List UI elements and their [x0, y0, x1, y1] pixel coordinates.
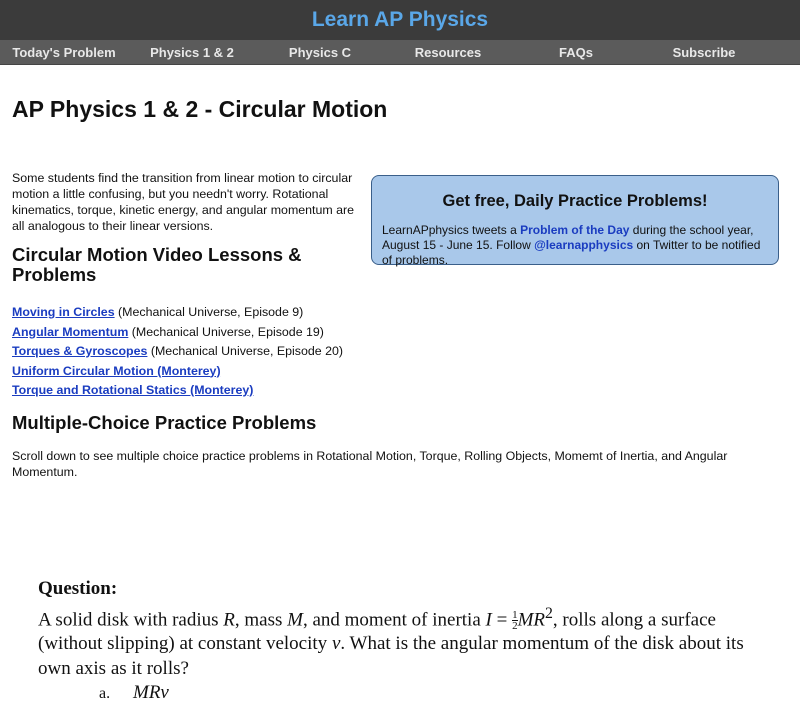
- video-link-uniform-circular-motion[interactable]: Uniform Circular Motion (Monterey): [12, 363, 221, 378]
- list-item: [12, 381, 343, 401]
- video-link-torque-rotational-statics[interactable]: Torque and Rotational Statics (Monterey): [12, 383, 254, 397]
- promo-box: [371, 175, 779, 265]
- problem-of-the-day-link[interactable]: Problem of the Day: [520, 223, 630, 237]
- list-item: [12, 303, 343, 323]
- answer-choice[interactable]: [99, 681, 778, 707]
- question-label: Question:: [38, 578, 118, 599]
- site-title-link[interactable]: Learn AP Physics: [311, 8, 489, 31]
- video-note: (Mechanical Universe, Episode 9): [114, 305, 304, 319]
- promo-text-before: LearnAPphysics tweets a: [382, 223, 521, 237]
- equals-sign: =: [491, 608, 513, 630]
- fraction-numerator: 1: [512, 608, 518, 621]
- symbol-m: M: [287, 608, 303, 630]
- choice-answer: MRv: [133, 682, 169, 704]
- list-item: [12, 362, 343, 382]
- video-link-angular-momentum[interactable]: Angular Momentum: [12, 324, 129, 339]
- main-content: [0, 96, 800, 704]
- page-title: AP Physics 1 & 2 - Circular Motion: [12, 96, 388, 122]
- symbol-v: v: [331, 633, 341, 655]
- list-item: [12, 342, 343, 362]
- nav-todays-problem[interactable]: Today's Problem: [12, 44, 116, 60]
- video-note: (Mechanical Universe, Episode 19): [128, 324, 324, 339]
- promo-text: [382, 223, 768, 268]
- promo-text-after: on Twitter to be notified of problems.: [382, 238, 761, 267]
- nav-subscribe[interactable]: Subscribe: [672, 44, 736, 60]
- list-item: [12, 323, 343, 343]
- video-link-moving-in-circles[interactable]: Moving in Circles: [12, 305, 115, 319]
- site-header: [0, 0, 800, 40]
- question-text-part: , and moment of inertia: [302, 608, 486, 630]
- video-lessons-heading: Circular Motion Video Lessons & Problems: [12, 244, 302, 285]
- exponent: 2: [545, 604, 553, 622]
- promo-title: Get free, Daily Practice Problems!: [442, 192, 708, 210]
- symbol-i: I: [485, 608, 492, 630]
- mc-description: Scroll down to see multiple choice practice problems in Rotational Motion, Torque, Rolling Objects, Momemt of Inertia, and Angular Momentum.: [12, 449, 728, 479]
- fraction-denominator: 2: [512, 619, 518, 632]
- nav-physics-c[interactable]: Physics C: [288, 44, 352, 60]
- symbol-mr: MR: [517, 608, 545, 630]
- promo-text-middle: during the school year, August 15 - June 15. Follow: [382, 223, 754, 252]
- nav-resources[interactable]: Resources: [414, 44, 482, 60]
- video-note: (Mechanical Universe, Episode 20): [147, 344, 344, 358]
- mc-heading: Multiple-Choice Practice Problems: [12, 412, 317, 433]
- main-nav: [0, 40, 800, 65]
- nav-faqs[interactable]: FAQs: [559, 44, 593, 60]
- symbol-r: R: [223, 608, 235, 630]
- question-text-part: , rolls along a surface (without slipping) at constant velocity: [38, 608, 716, 655]
- question-block: [38, 577, 778, 707]
- intro-paragraph: Some students find the transition from linear motion to circular motion a little confusing, but you needn't worry. Rotational kinematics, torque, kinetic energy, and angular momentum are all analogous to their linear versions.: [12, 171, 355, 233]
- video-links-list: [12, 303, 343, 401]
- question-text-part: . What is the angular momentum of the disk about its own axis as it rolls?: [38, 633, 744, 679]
- question-text: [38, 602, 778, 682]
- question-text-part: A solid disk with radius: [38, 608, 224, 630]
- question-text-part: , mass: [234, 608, 288, 630]
- choice-letter: a.: [99, 685, 111, 703]
- video-link-torques-gyroscopes[interactable]: Torques & Gyroscopes: [12, 344, 148, 358]
- twitter-handle-link[interactable]: @learnapphysics: [534, 238, 634, 252]
- nav-physics-1-2[interactable]: Physics 1 & 2: [150, 44, 234, 60]
